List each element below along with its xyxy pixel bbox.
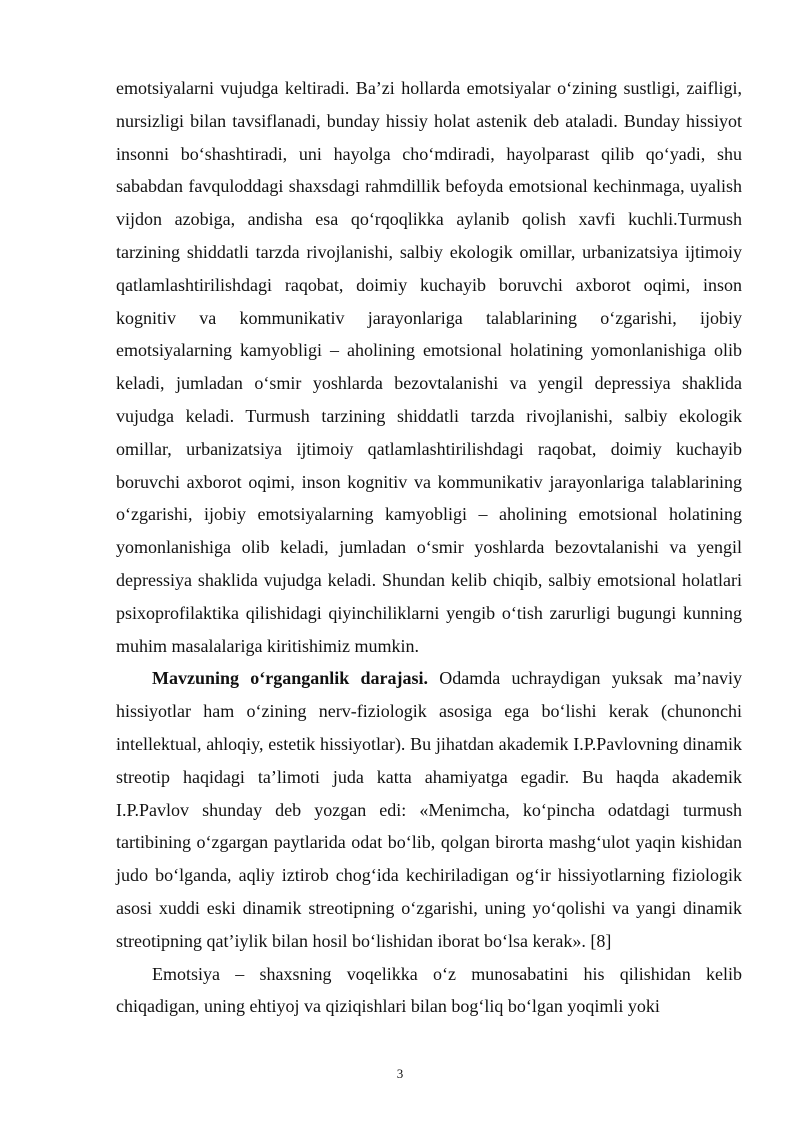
section-heading: Mavzuning o‘rganganlik darajasi.: [152, 668, 429, 689]
paragraph-2-body: Odamda uchraydigan yuksak ma’naviy hissiyotlar ham o‘zining nerv-fiziologik asosiga ega bo‘lishi kerak (chunonchi intellektual, ahloqiy, estetik hissiyotlar). Bu jihatdan akademik I.P.Pavlovning dinamik streotip haqidagi ta’limoti juda katta ahamiyatga egadir. Bu haqda akademik I.P.Pavlov shunday deb yozgan edi: «Menimcha, ko‘pincha odatdagi turmush tartibining o‘zgargan paytlarida odat bo‘lib, qolgan birorta mashg‘ulot yaqin kishidan judo bo‘lganda, aqliy iztirob chog‘ida kechiriladigan og‘ir hissiyotlarning fiziologik asosi xuddi eski dinamik streotipning o‘zgarishi, uning yo‘qolishi va yangi dinamik streotipning qat’iylik bilan hosil bo‘lishidan iborat bo‘lsa kerak». [8]: [116, 668, 742, 951]
paragraph-1: emotsiyalarni vujudga keltiradi. Ba’zi hollarda emotsiyalar o‘zining sustligi, zaifligi, nursizligi bilan tavsiflanadi, bunday hissiy holat astenik deb ataladi. Bunday hissiyot insonni bo‘shashtiradi, uni hayolga cho‘mdiradi, hayolparast qilib qo‘yadi, shu sababdan favquloddagi shaxsdagi rahmdillik befoyda emotsional kechinmaga, uyalish vijdon azobiga, andisha esa qo‘rqoqlikka aylanib qolish xavfi kuchli.Turmush tarzining shiddatli tarzda rivojlanishi, salbiy ekologik omillar, urbanizatsiya ijtimoiy qatlamlashtirilishdagi raqobat, doimiy kuchayib boruvchi axborot oqimi, inson kognitiv va kommunikativ jarayonlariga talablarining o‘zgarishi, ijobiy emotsiyalarning kamyobligi – aholining emotsional holatining yomonlanishiga olib keladi, jumladan o‘smir yoshlarda bezovtalanishi va yengil depressiya shaklida vujudga keladi. Turmush tarzining shiddatli tarzda rivojlanishi, salbiy ekologik omillar, urbanizatsiya ijtimoiy qatlamlashtirilishdagi raqobat, doimiy kuchayib boruvchi axborot oqimi, inson kognitiv va kommunikativ jarayonlariga talablarining o‘zgarishi, ijobiy emotsiyalarning kamyobligi – aholining emotsional holatining yomonlanishiga olib keladi, jumladan o‘smir yoshlarda bezovtalanishi va yengil depressiya shaklida vujudga keladi. Shundan kelib chiqib, salbiy emotsional holatlari psixoprofilaktika qilishidagi qiyinchiliklarni yengib o‘tish zarurligi bugungi kunning muhim masalalariga kiritishimiz mumkin.: [116, 78, 742, 656]
paragraph-3: Emotsiya – shaxsning voqelikka o‘z munosabatini his qilishidan kelib chiqadigan, uning ehtiyoj va qiziqishlari bilan bog‘liq bo‘lgan yoqimli yoki: [116, 963, 742, 1017]
document-body: [116, 72, 742, 1023]
page-number: 3: [396, 1066, 404, 1081]
paragraph-2: [116, 662, 742, 957]
